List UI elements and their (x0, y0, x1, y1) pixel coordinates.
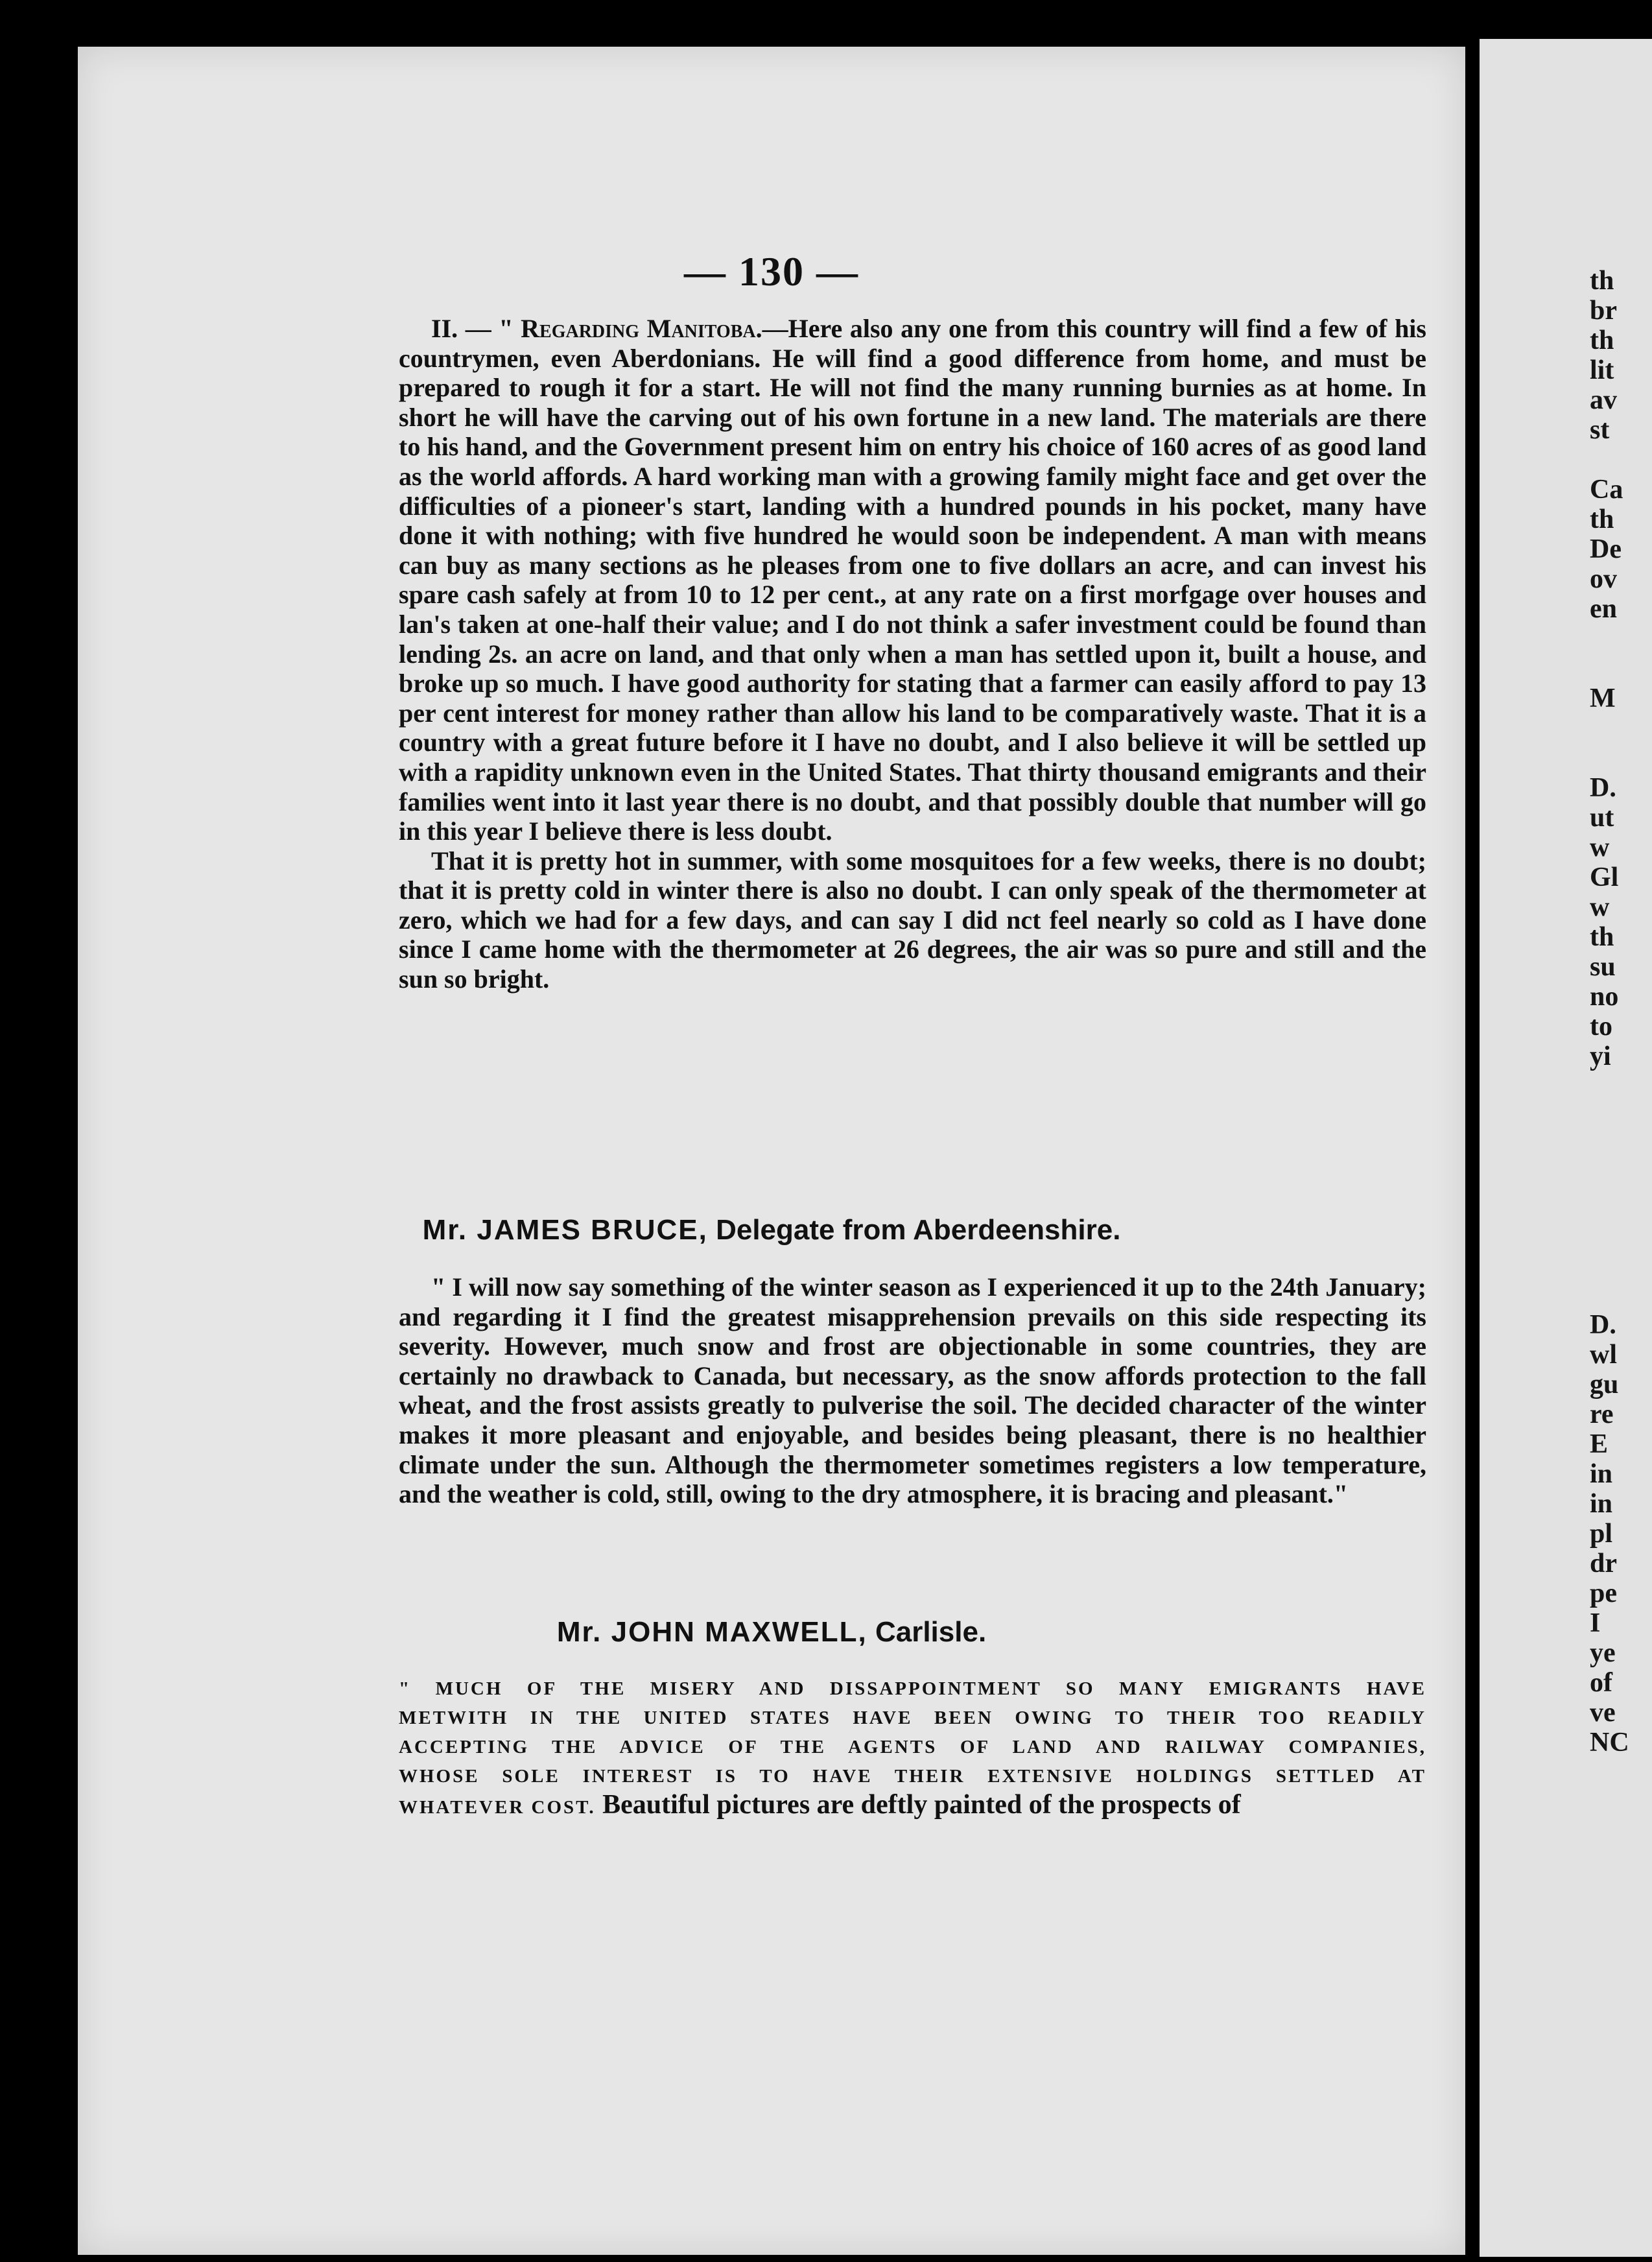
manitoba-text: —Here also any one from this country will find a few of his countrymen, even Aberdonians. He will find a good difference from home, and must be prepared to rough it for a start. He will not find the many running burnies as at home. In short he will have the carving out of his own fortune in a new land. The materials are there to his hand, and the Government present him on entry his choice of 160 acres of as good land as the world affords. A hard working man with a growing family might face and get over the difficulties of a pioneer's start, landing with a hundred pounds in his pocket, many have done it with nothing; with five hundred he would soon be independent. A man with means can buy as many sections as he pleases from one to five dollars an acre, and can invest his spare cash safely at from 10 to 12 per cent., at any rate on a first morfgage over houses and lan's taken at one-half their value; and I do not think a safer investment could be found than lending 2s. an acre on land, and that only when a man has settled upon it, built a house, and broke up so much. I have good authority for stating that a farmer can easily afford to pay 13 per cent interest for money rather than allow his land to be comparatively waste. That it is a country with a great future before it I have no doubt, and I also believe it will be settled up with a rapidity unknown even in the United States. That thirty thousand emigrants and their families went into it last year there is no doubt, and that possibly double that number will go in this year I believe there is less doubt. (399, 314, 1426, 846)
facing-page-fragment: av (1590, 385, 1617, 415)
facing-page-fragment: Gl (1590, 863, 1619, 892)
maxwell-place: Carlisle. (867, 1616, 987, 1648)
maxwell-caps-line: " MUCH OF THE MISERY AND DISSAPPOINTMENT SO MANY EMIGRANTS HAVE (399, 1678, 1426, 1699)
manitoba-section (399, 314, 1426, 994)
maxwell-section (399, 1674, 1426, 1822)
facing-page-fragment: De (1590, 534, 1622, 564)
facing-page-fragment: pl (1590, 1519, 1613, 1549)
manitoba-paragraph (399, 314, 1426, 846)
climate-paragraph: That it is pretty hot in summer, with some mosquitoes for a few weeks, there is no doubt; that it is pretty cold in winter there is also no doubt. I can only speak of the thermometer at zero, which we had for a few days, and can say I did nct feel nearly so cold as I have done since I came home with the thermometer at 26 degrees, the air was so pure and still and the sun so bright. (399, 846, 1426, 994)
maxwell-heading (78, 1616, 1465, 1649)
facing-page-fragment: ov (1590, 564, 1617, 594)
maxwell-caps-line: ACCEPTING THE ADVICE OF THE AGENTS OF LAND AND RAILWAY COMPANIES, (399, 1737, 1426, 1757)
facing-page-fragment: no (1590, 982, 1619, 1012)
facing-page-fragment: in (1590, 1489, 1613, 1519)
facing-page-fragment: dr (1590, 1549, 1617, 1578)
facing-page-fragment: M (1590, 684, 1616, 713)
facing-page-fragment: re (1590, 1399, 1614, 1429)
facing-page-fragment: D. (1590, 1310, 1616, 1340)
bruce-role: Delegate from Aberdeenshire. (707, 1214, 1121, 1246)
facing-page-fragment: ut (1590, 803, 1614, 833)
facing-page-fragment: in (1590, 1459, 1613, 1489)
facing-page-fragment: th (1590, 505, 1614, 534)
facing-page-fragment: lit (1590, 355, 1614, 385)
facing-page-fragment: wl (1590, 1340, 1617, 1370)
maxwell-caps-line: METWITH IN THE UNITED STATES HAVE BEEN OWING TO THEIR TOO READILY (399, 1708, 1426, 1728)
facing-page-fragment: en (1590, 594, 1617, 624)
maxwell-last-line (399, 1790, 1426, 1822)
manitoba-label: II. — " Regarding Manitoba. (431, 314, 762, 343)
page-number: — 130 — (684, 248, 859, 294)
facing-page-fragment: th (1590, 326, 1614, 355)
bruce-section (399, 1272, 1426, 1509)
facing-page-fragment: NC (1590, 1728, 1629, 1757)
bruce-quote: " I will now say something of the winter season as I experienced it up to the 24th January; and regarding it I find the greatest misapprehension prevails on this side respecting its severity. However, much snow and frost are objectionable in some countries, they are certainly no drawback to Canada, but necessary, as the snow affords protection to the fall wheat, and the frost assists greatly to pulverise the soil. The decided character of the winter makes it more pleasant and enjoyable, and besides being pleasant, there is no healthier climate under the sun. Although the thermometer sometimes registers a low temperature, and the weather is cold, still, owing to the dry atmosphere, it is bracing and pleasant." (399, 1272, 1426, 1509)
facing-page-fragment: gu (1590, 1370, 1619, 1399)
maxwell-last-caps: WHATEVER COST. (399, 1797, 596, 1818)
book-page (78, 47, 1465, 2255)
facing-page-fragment: to (1590, 1012, 1612, 1042)
facing-page-fragment: su (1590, 952, 1616, 982)
bruce-heading (78, 1214, 1465, 1246)
facing-page-fragment: pe (1590, 1578, 1617, 1608)
facing-page-fragment: of (1590, 1668, 1612, 1698)
facing-page-fragment: ve (1590, 1698, 1616, 1728)
bruce-name: Mr. JAMES BRUCE, (422, 1214, 708, 1246)
facing-page-fragment: st (1590, 415, 1610, 445)
facing-page-fragment: D. (1590, 773, 1616, 803)
facing-page-fragment: Ca (1590, 475, 1623, 505)
facing-page-fragment: w (1590, 892, 1610, 922)
facing-page-fragment: th (1590, 266, 1614, 296)
facing-page-fragment: th (1590, 922, 1614, 952)
maxwell-name: Mr. JOHN MAXWELL, (556, 1616, 867, 1648)
facing-page-fragment: w (1590, 833, 1610, 863)
facing-page-fragment: yi (1590, 1042, 1611, 1071)
maxwell-last-text: Beautiful pictures are deftly painted of the prospects of (595, 1790, 1241, 1820)
facing-page-edge (1480, 39, 1652, 2257)
facing-page-fragment: ye (1590, 1638, 1616, 1668)
facing-page-fragment: I (1590, 1608, 1601, 1638)
facing-page-fragment: E (1590, 1429, 1609, 1459)
facing-page-fragment: br (1590, 296, 1617, 326)
maxwell-caps-line: WHOSE SOLE INTEREST IS TO HAVE THEIR EXTENSIVE HOLDINGS SETTLED AT (399, 1766, 1426, 1787)
